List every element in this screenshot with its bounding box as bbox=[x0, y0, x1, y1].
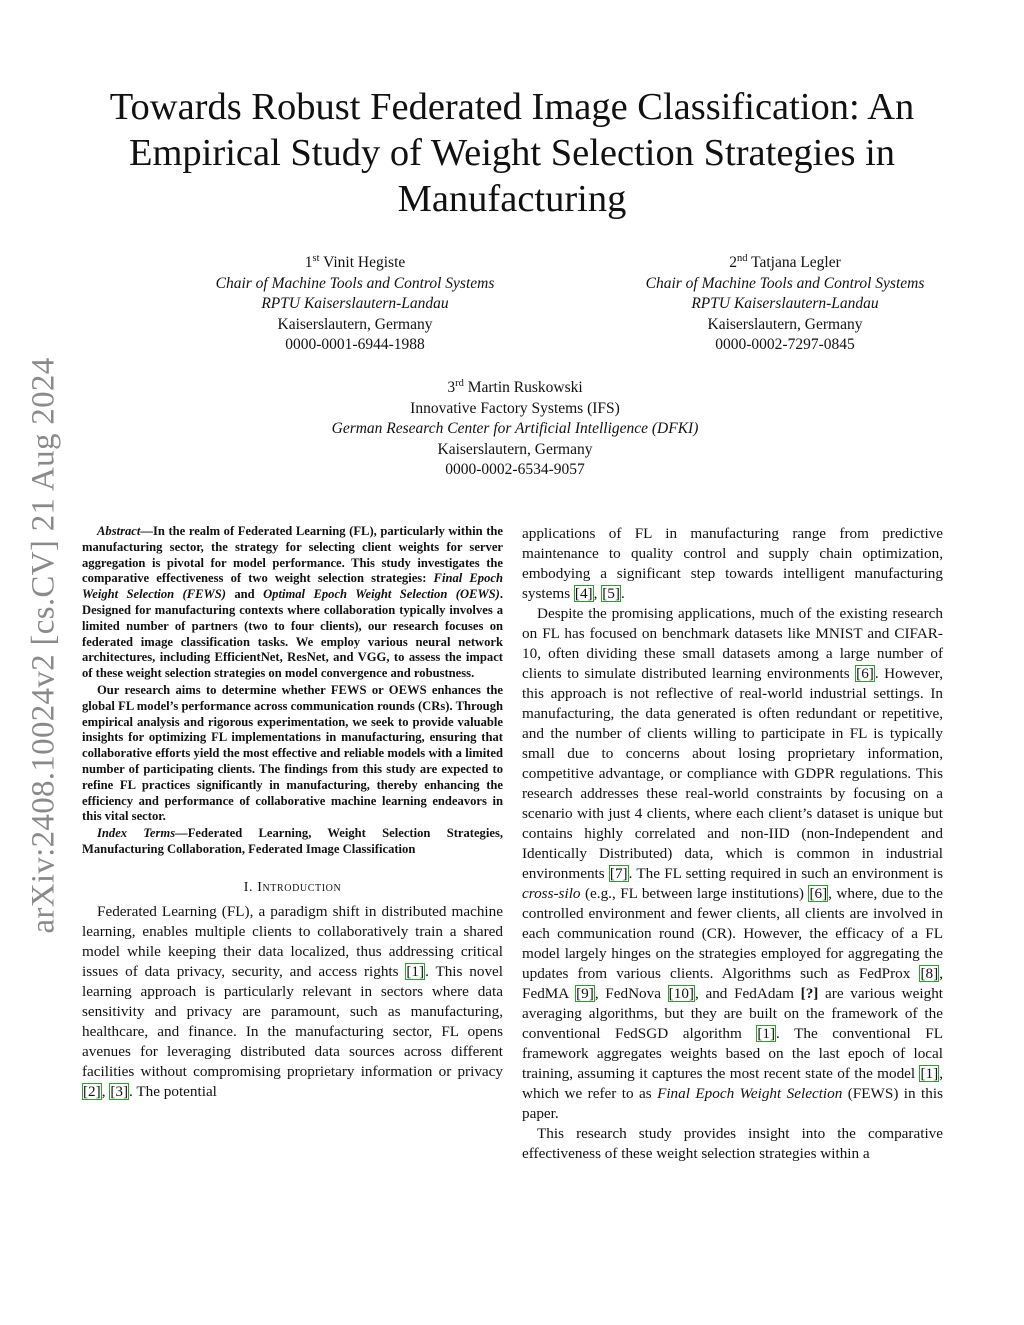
citation-link[interactable]: [6] bbox=[856, 665, 874, 682]
body-text: , bbox=[101, 1082, 110, 1100]
author-orcid: 0000-0002-7297-0845 bbox=[715, 336, 855, 354]
citation-link[interactable]: [1] bbox=[757, 1025, 776, 1042]
body-text: . The FL setting required in such an environment is bbox=[628, 865, 943, 882]
body-text: are various weight averaging algorithms, but they are built on the framework of the conventional FedSGD algorithm bbox=[522, 985, 944, 1042]
citation-link[interactable]: [10] bbox=[668, 985, 694, 1002]
paper-title: Towards Robust Federated Image Classification: An Empirical Study of Weight Selection Strategies in Manufacturing bbox=[109, 86, 915, 220]
right-paragraph-3: This research study provides insight into the comparative effectiveness of these weight selection strategies within a bbox=[522, 1125, 943, 1162]
author-name-text: Martin Ruskowski bbox=[467, 379, 583, 397]
body-text: . However, this approach is not reflective of real-world industrial settings. In manufacturing, the data generated is often redundant or repetitive, and the number of clients willing to participate in FL is typically small due to concerns about losing proprietary information, competitive advantage, or compliance with GDPR regulations. This research addresses these real-world constraints by focusing on a scenario with just 4 clients, where each client’s dataset is unique but contains highly correlated and non-IID (non-Independent and Identically Distributed) data, which is common in industrial environments bbox=[522, 665, 943, 882]
body-text: . The conventional FL framework aggregates weights based on the last epoch of local training, assuming it captures the most recent state of the model bbox=[522, 1025, 943, 1082]
citation-link[interactable]: [3] bbox=[110, 1082, 129, 1100]
right-column-body bbox=[522, 524, 943, 1164]
left-column bbox=[82, 524, 503, 1102]
author-orcid: 0000-0001-6944-1988 bbox=[285, 336, 425, 354]
author-department: Innovative Factory Systems (IFS) bbox=[410, 399, 620, 417]
author-department: Chair of Machine Tools and Control Systems bbox=[215, 274, 495, 292]
citation-link[interactable]: [2] bbox=[83, 1082, 101, 1100]
oews-term: Optimal Epoch Weight Selection (OEWS) bbox=[263, 587, 500, 602]
abstract-text: . Designed for manufacturing contexts where collaboration typically involves a limited number of partners (two to four clients), our research focuses on federated image classification tasks. We employ various neural network architectures, including EfficientNet, ResNet, and VGG, to assess the impact of these weight selection strategies on model convergence and robustness. bbox=[82, 587, 503, 681]
body-text: , bbox=[593, 585, 602, 602]
body-text: , FedMA bbox=[522, 965, 943, 1002]
body-text: Federated Learning (FL), a paradigm shift in distributed machine learning, enables multiple clients to collaboratively train a shared model while keeping their data localized, thus addressing critical issues of data privacy, security, and access rights bbox=[82, 902, 503, 980]
body-text: . The potential bbox=[129, 1082, 217, 1100]
abstract-paragraph-2: Our research aims to determine whether FEWS or OEWS enhances the global FL model’s performance across communication rounds (CRs). Through empirical analysis and rigorous experimentation, we seek to provide valuable insights for optimizing FL implementations in manufacturing, ensuring that collaborative efforts yield the most effective and reliable models with a limited number of participating clients. The findings from this study are expected to refine FL practices significantly in manufacturing, thereby enhancing the efficiency and performance of collaborative machine learning endeavors in this vital sector. bbox=[82, 682, 503, 824]
introduction-body bbox=[82, 902, 503, 1102]
citation-link[interactable]: [4] bbox=[574, 585, 593, 602]
abstract bbox=[82, 524, 503, 858]
abstract-label: Abstract bbox=[97, 524, 141, 538]
body-text: , and FedAdam bbox=[694, 985, 801, 1002]
body-text: , where, due to the controlled environment and fewer clients, all clients are involved in each communication round (CR). However, the efficacy of a FL model largely hinges on the strategies employed for aggregating the updates from various clients. Algorithms such as FedProx bbox=[522, 885, 943, 982]
author-location: Kaiserslautern, Germany bbox=[277, 315, 433, 333]
author-block-2 bbox=[600, 249, 970, 356]
author-name-text: Vinit Hegiste bbox=[323, 254, 406, 272]
author-ordinal-suffix: rd bbox=[455, 378, 464, 389]
index-terms-text: —Federated Learning, Weight Selection Strategies, Manufacturing Collaboration, Federated Image Classification bbox=[82, 826, 503, 856]
right-paragraph-2 bbox=[522, 604, 943, 1124]
author-location: Kaiserslautern, Germany bbox=[437, 440, 593, 458]
citation-link[interactable]: [7] bbox=[609, 865, 628, 882]
citation-link[interactable]: [5] bbox=[602, 585, 620, 602]
citation-link[interactable]: [9] bbox=[576, 985, 594, 1002]
author-ordinal: 3 bbox=[447, 379, 456, 397]
abstract-text: —In the realm of Federated Learning (FL), particularly within the manufacturing sector, the strategy for selecting client weights for server aggregation is pivotal for model performance. This study investigates the comparative effectiveness of two weight selection strategies: bbox=[82, 524, 503, 586]
author-name bbox=[260, 374, 770, 399]
author-organization: German Research Center for Artificial Intelligence (DFKI) bbox=[331, 420, 699, 438]
abstract-text: and bbox=[225, 587, 264, 602]
author-block-1 bbox=[170, 249, 540, 356]
right-column bbox=[522, 524, 943, 1164]
author-name bbox=[600, 249, 970, 274]
body-text: , which we refer to as bbox=[522, 1065, 943, 1102]
author-location: Kaiserslautern, Germany bbox=[707, 315, 863, 333]
section-title: Introduction bbox=[257, 879, 342, 895]
author-ordinal: 1 bbox=[304, 254, 313, 272]
body-text: . This novel learning approach is particularly relevant in sectors where data sensitivity and privacy are paramount, such as manufacturing, healthcare, and finance. In the manufacturing sector, FL opens avenues for leveraging distributed data sources across different facilities without compromising proprietary information or privacy bbox=[82, 962, 504, 1080]
index-terms-label: Index Terms bbox=[97, 826, 176, 841]
citation-link[interactable]: [8] bbox=[920, 965, 939, 982]
body-text: (e.g., FL between large institutions) bbox=[580, 885, 809, 902]
author-organization: RPTU Kaiserslautern-Landau bbox=[261, 295, 449, 313]
body-text: , FedNova bbox=[594, 985, 668, 1002]
author-ordinal-suffix: nd bbox=[736, 253, 748, 264]
author-department: Chair of Machine Tools and Control Systems bbox=[645, 274, 925, 292]
author-orcid: 0000-0002-6534-9057 bbox=[445, 461, 585, 479]
fews-term: Final Epoch Weight Selection (FEWS) bbox=[82, 571, 503, 602]
body-text: applications of FL in manufacturing range from predictive maintenance to quality control and supply chain optimization, embodying a significant step towards intelligent manufacturing systems bbox=[522, 525, 943, 602]
arxiv-identifier-text: arXiv:2408.10024v2 [cs.CV] 21 Aug 2024 bbox=[26, 356, 62, 934]
right-paragraph-1 bbox=[522, 524, 943, 604]
author-ordinal: 2 bbox=[729, 254, 737, 272]
author-block-3 bbox=[260, 374, 770, 481]
abstract-paragraph-1 bbox=[82, 524, 503, 682]
author-organization: RPTU Kaiserslautern-Landau bbox=[691, 295, 879, 313]
section-heading-introduction bbox=[82, 880, 503, 896]
body-text: Despite the promising applications, much of the existing research on FL has focused on benchmark datasets like MNIST and CIFAR-10, often dividing these small datasets among a large number of clients to simulate distributed learning environments bbox=[522, 605, 943, 682]
citation-link[interactable]: [1] bbox=[920, 1065, 939, 1082]
intro-paragraph-1 bbox=[82, 902, 503, 1102]
author-ordinal-suffix: st bbox=[312, 253, 320, 264]
body-text: . bbox=[620, 585, 625, 602]
author-name-text: Tatjana Legler bbox=[751, 254, 841, 272]
citation-link[interactable]: [1] bbox=[406, 962, 425, 980]
arxiv-identifier-stamp bbox=[22, 345, 67, 945]
missing-citation: [?] bbox=[800, 985, 819, 1002]
author-name bbox=[170, 249, 540, 274]
citation-link[interactable]: [6] bbox=[809, 885, 828, 902]
section-number: I. bbox=[243, 879, 258, 895]
cross-silo-term: cross-silo bbox=[522, 885, 581, 902]
index-terms bbox=[82, 826, 503, 858]
fews-term: Final Epoch Weight Selection bbox=[657, 1085, 843, 1102]
body-text: (FEWS) in this paper. bbox=[522, 1085, 943, 1122]
